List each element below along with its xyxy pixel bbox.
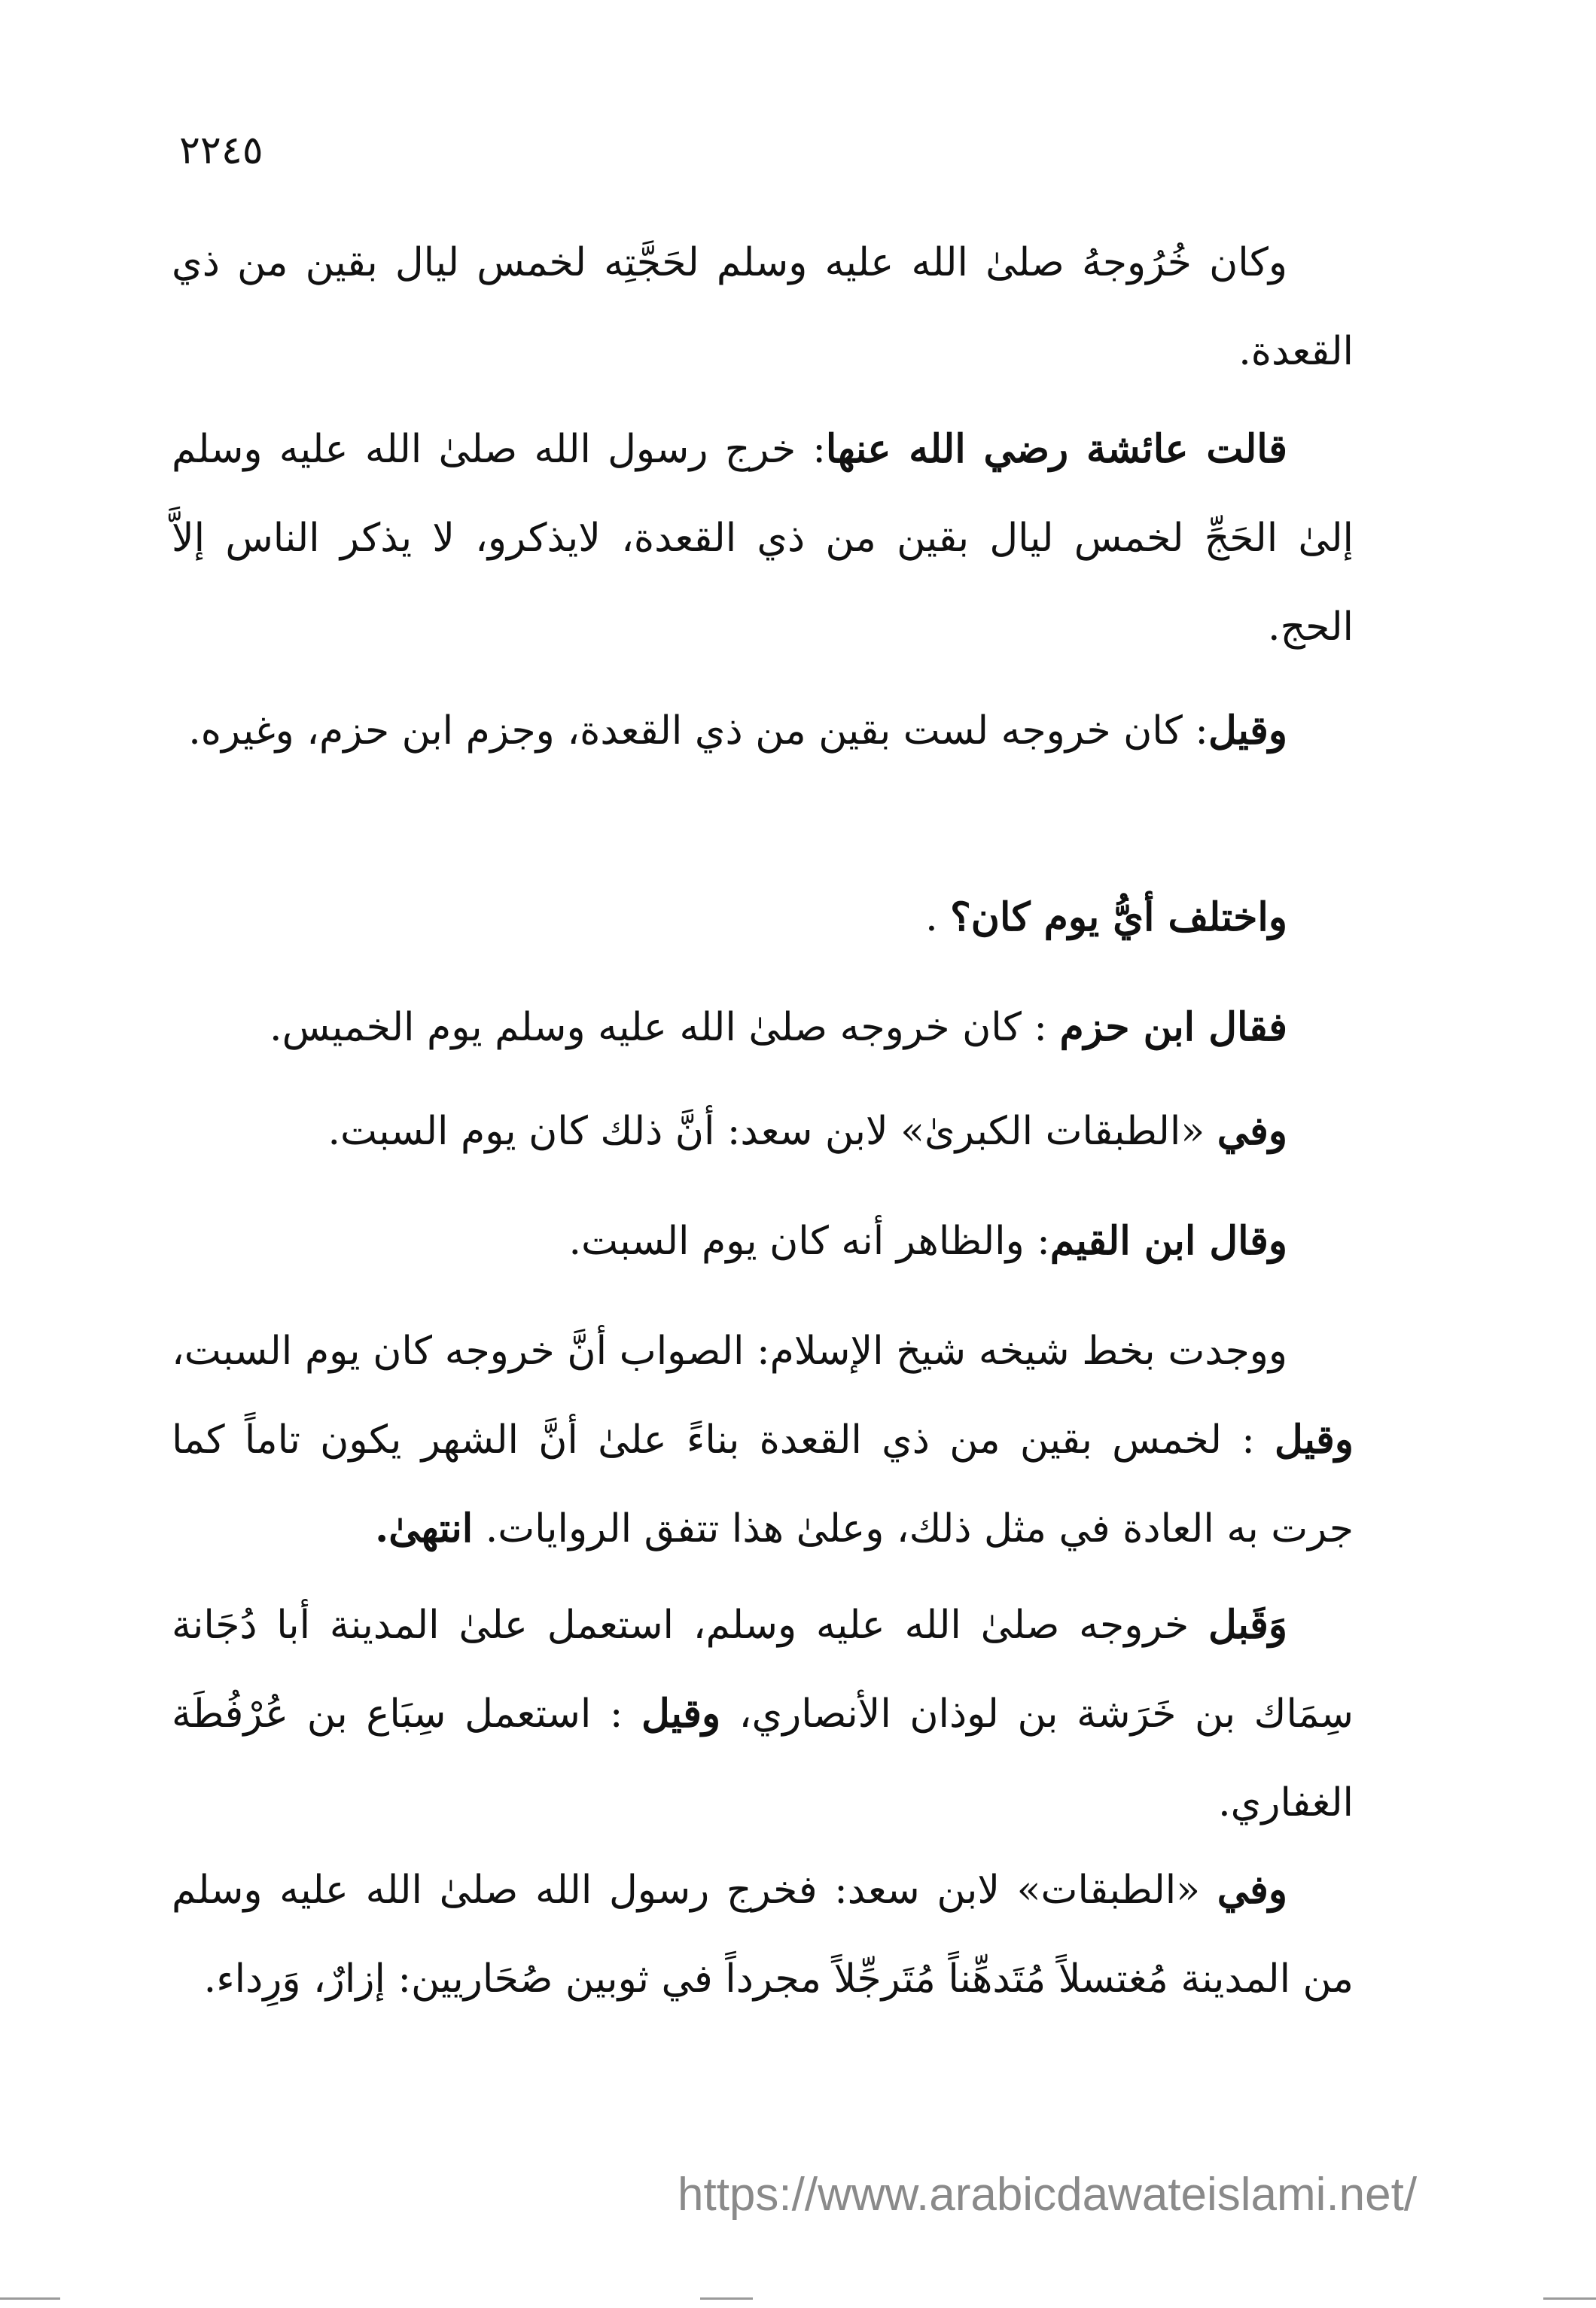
scan-edge-mark-center xyxy=(700,2297,753,2300)
paragraph-4 xyxy=(172,873,1354,962)
scan-edge-mark-right xyxy=(1543,2297,1596,2300)
paragraph-5 xyxy=(172,983,1354,1072)
paragraph-8 xyxy=(172,1307,1354,1573)
paragraph-2-lead: قالت عائشة رضي الله عنها xyxy=(825,426,1288,472)
paragraph-6-lead: وفي xyxy=(1217,1108,1287,1154)
paragraph-4-text: . xyxy=(925,895,951,940)
paragraph-10-text: «الطبقات» لابن سعد: فخرج رسول الله صلىٰ الله عليه وسلم من المدينة مُغتسلاً مُتَدهِّناً مُتَرجِّلاً مجرداً في ثوبين صُحَاريين: إزارٌ، وَرِداء. xyxy=(172,1868,1354,2002)
paragraph-9-text-b: : استعمل سِبَاع بن عُرْفُطَة الغفاري. xyxy=(172,1691,1354,1825)
paragraph-10-lead: وفي xyxy=(1217,1867,1287,1913)
paragraph-3-text: : كان خروجه لست بقين من ذي القعدة، وجزم ابن حزم، وغيره. xyxy=(188,708,1208,754)
paragraph-9-lead: وَقَبل xyxy=(1208,1602,1287,1648)
paragraph-1 xyxy=(172,218,1354,396)
watermark-url: https://www.arabicdawateislami.net/ xyxy=(678,2169,1418,2221)
paragraph-3 xyxy=(172,687,1354,775)
paragraph-9 xyxy=(172,1581,1354,1847)
paragraph-7 xyxy=(172,1197,1354,1286)
scan-edge-mark-left xyxy=(0,2297,60,2300)
paragraph-7-lead: وقال ابن القيم xyxy=(1049,1218,1287,1264)
paragraph-4-lead: واختلف أيُّ يوم كان؟ xyxy=(950,894,1287,940)
paragraph-5-text: : كان خروجه صلىٰ الله عليه وسلم يوم الخميس. xyxy=(270,1005,1060,1050)
paragraph-8-end: انتهىٰ. xyxy=(375,1506,474,1551)
paragraph-7-text: : والظاهر أنه كان يوم السبت. xyxy=(568,1219,1050,1264)
paragraph-1-text: وكان خُرُوجهُ صلىٰ الله عليه وسلم لحَجَّتِه لخمس ليال بقين من ذي القعدة. xyxy=(172,240,1354,374)
paragraph-8-qila: وقيل xyxy=(1274,1417,1354,1463)
paragraph-8-text-b: : لخمس بقين من ذي القعدة بناءً علىٰ أنَّ الشهر يكون تاماً كما جرت به العادة في مثل ذلك، وعلىٰ هذا تتفق الروايات. xyxy=(172,1417,1354,1551)
paragraph-6 xyxy=(172,1087,1354,1176)
paragraph-10 xyxy=(172,1846,1354,2023)
paragraph-2-text: : خرج رسول الله صلىٰ الله عليه وسلم إلىٰ الحَجِّ لخمس ليال بقين من ذي القعدة، لايذكرو، لا يذكر الناس إلاَّ الحج. xyxy=(172,427,1354,650)
paragraph-3-lead: وقيل xyxy=(1208,708,1287,754)
paragraph-9-text-a: خروجه صلىٰ الله عليه وسلم، استعمل علىٰ المدينة أبا دُجَانة سِمَاك بن خَرَشة بن لوذان الأنصاري، xyxy=(172,1603,1354,1737)
page-number: ٢٢٤٥ xyxy=(179,128,263,173)
paragraph-6-text: «الطبقات الكبرىٰ» لابن سعد: أنَّ ذلك كان يوم السبت. xyxy=(327,1109,1217,1154)
paragraph-2 xyxy=(172,405,1354,671)
paragraph-9-qila: وقيل xyxy=(641,1691,721,1737)
paragraph-5-lead: فقال ابن حزم xyxy=(1059,1004,1287,1050)
paragraph-8-text-a: ووجدت بخط شيخه شيخ الإسلام: الصواب أنَّ خروجه كان يوم السبت، xyxy=(172,1329,1287,1374)
